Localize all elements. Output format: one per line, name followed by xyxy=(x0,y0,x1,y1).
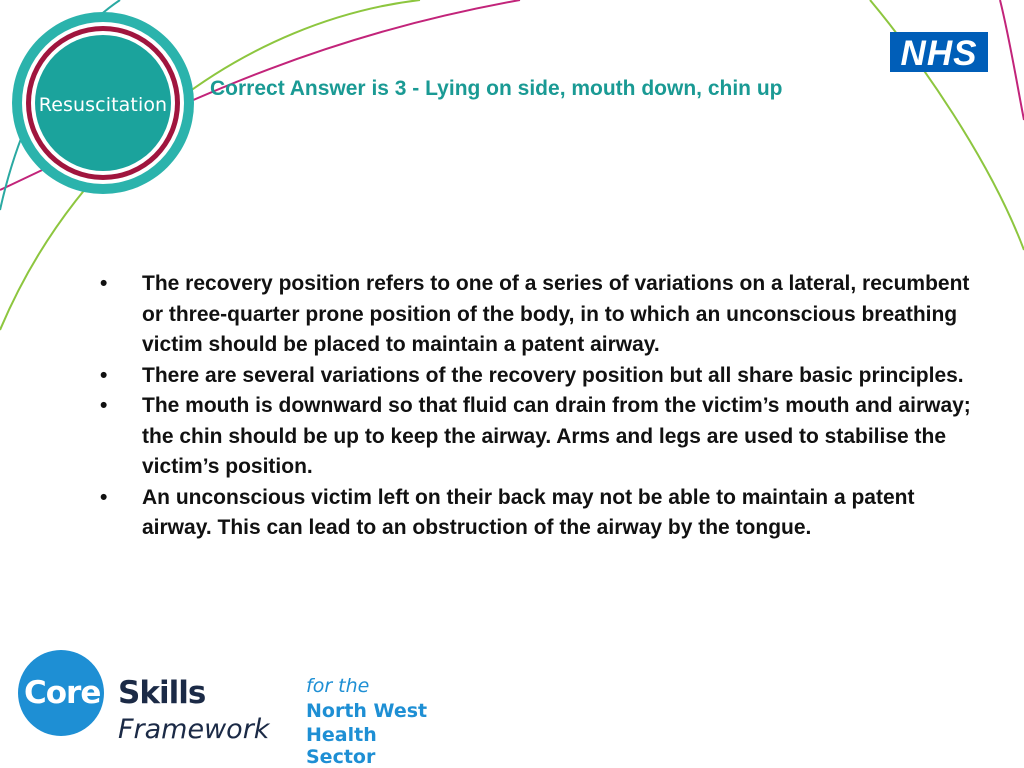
logo-framework-word: Framework xyxy=(118,714,270,745)
resuscitation-badge xyxy=(10,10,196,196)
bullet-dot: • xyxy=(100,272,108,295)
logo-core-word: Core xyxy=(24,675,101,711)
bullet-item xyxy=(100,269,980,361)
logo-for-the: for the xyxy=(306,675,370,697)
bullet-list xyxy=(100,269,980,544)
bullet-text: There are several variations of the recovery position but all share basic principles. xyxy=(142,363,964,387)
logo-region-line2: Health Sector xyxy=(306,724,377,768)
swoosh-magenta-right xyxy=(1000,0,1024,120)
slide-title: Correct Answer is 3 - Lying on side, mouth down, chin up xyxy=(210,77,783,100)
bullet-item xyxy=(100,361,980,392)
nhs-logo: NHS xyxy=(890,32,988,72)
core-skills-framework-logo xyxy=(18,648,448,768)
bullet-dot: • xyxy=(100,485,108,509)
bullet-item xyxy=(100,391,980,483)
logo-region-line1: North West xyxy=(306,700,428,722)
bullet-text: An unconscious victim left on their back may not be able to maintain a patent airway. This can lead to an obstruction of the airway by the tongue. xyxy=(142,485,915,539)
bullet-dot: • xyxy=(100,363,108,387)
bullet-dot: • xyxy=(100,394,108,417)
bullet-item xyxy=(100,483,980,544)
bullet-text: The mouth is downward so that fluid can drain from the victim’s mouth and airway; the chin should be up to keep the airway. Arms and legs are used to stabilise the victim’s position. xyxy=(142,394,971,478)
bullet-text: The recovery position refers to one of a series of variations on a lateral, recumbent or three-quarter prone position of the body, in to which an unconscious breathing victim should be placed to maintain a patent airway. xyxy=(142,272,970,356)
logo-skills-word: Skills xyxy=(118,675,206,711)
badge-label: Resuscitation xyxy=(38,94,168,116)
